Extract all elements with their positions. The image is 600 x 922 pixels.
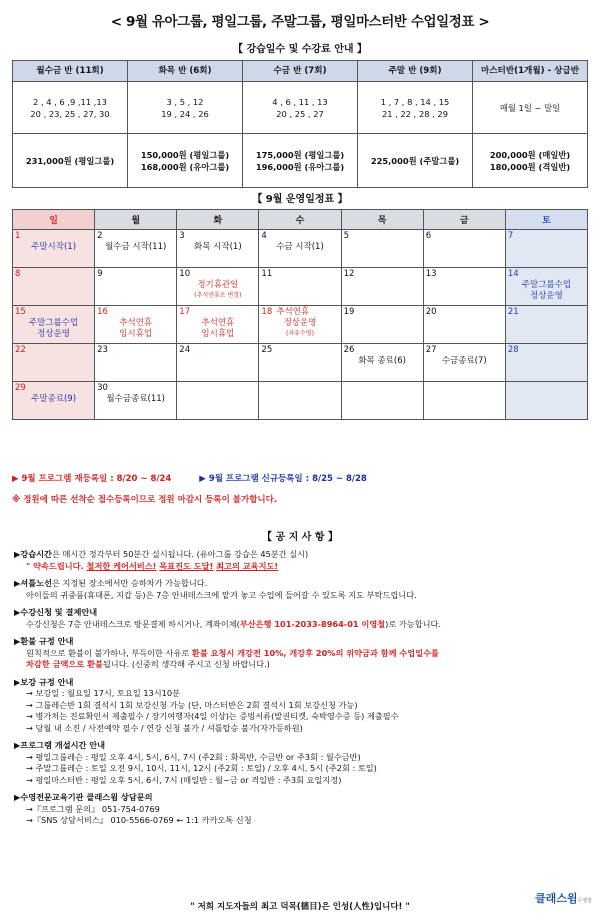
bank-account: 부산은행 101-2033-8964-01 이영철	[239, 618, 386, 629]
fees-dates-master: 매월 1일 ~ 말일	[473, 82, 588, 134]
day-number: 11	[261, 269, 273, 279]
day-event: 추석연휴	[276, 307, 310, 317]
calendar-table	[12, 209, 588, 420]
day-event: 정기휴관일	[197, 280, 239, 290]
day-number: 19	[343, 307, 355, 317]
calendar-day	[95, 306, 177, 344]
calendar-day	[259, 230, 341, 268]
day-event: 수금종료(7)	[441, 356, 487, 366]
calendar-day	[505, 344, 587, 382]
calendar-day	[341, 344, 423, 382]
day-number: 20	[425, 307, 437, 317]
calendar-day	[423, 344, 505, 382]
re-registration-label: 9월 프로그램 재등록일	[21, 474, 108, 484]
fees-dates-weekend: 1 , 7 , 8 , 14 , 15 21 , 22 , 28 , 29	[358, 82, 473, 134]
day-event: 월수금종료(11)	[106, 394, 165, 404]
calendar-day	[95, 344, 177, 382]
calendar-day	[95, 268, 177, 306]
day-number: 17	[179, 307, 191, 317]
day-number: 14	[507, 269, 519, 279]
day-event: 주말종료(9)	[31, 394, 77, 404]
calendar-day	[177, 306, 259, 344]
re-registration-dates: 8/20 ~ 8/24	[116, 474, 172, 484]
calendar-day	[423, 306, 505, 344]
day-number: 26	[343, 345, 355, 355]
day-number: 25	[261, 345, 273, 355]
fees-table	[12, 60, 588, 188]
notice-schedule: ▶프로그램 개설시간 안내 → 평일그룹레슨 : 평일 오후 4시, 5시, 6시, 7시 (주2회 : 화목반, 수금반 or 주3회 : 월수금반) → 주말그룹레슨 : 토일 오전 9시, 10시, 11시, 12시 (주2회 : 토일) / 오후 4시, 5시 (주2회 : 토일) → 평일마스터반 : 평일 오후 5시, 6시, 7시 (매일반 : 월~금 or 격일반 : 주3회 요일지정)	[14, 740, 377, 785]
calendar-day	[341, 306, 423, 344]
fees-price-mwf: 231,000원 (평일그룹)	[13, 134, 128, 188]
day-event: 수금 시작(1)	[276, 242, 324, 252]
day-event: 주말그룹수업	[521, 280, 572, 290]
fees-price-tt: 150,000원 (평일그룹) 168,000원 (유아그룹)	[128, 134, 243, 188]
day-number: 13	[425, 269, 437, 279]
calendar-day	[423, 230, 505, 268]
calendar-day	[13, 344, 95, 382]
notice-class-time: ▶강습시간은 매시간 정각부터 50분간 실시됩니다. (유아그룹 강습은 45분간 실시) " 약속드립니다. 철저한 케어서비스! 목표진도 도달! 최고의 교육지도!	[14, 549, 309, 571]
day-number: 28	[507, 345, 519, 355]
triangle-bullet-icon: ▶	[14, 636, 21, 646]
notice-shuttle: ▶셔틀노선은 지정된 장소에서만 승하차가 가능합니다. 아이들의 귀중품(휴대폰, 지갑 등)은 7층 안내데스크에 맡겨 놓고 수업에 들어갈 수 있도록 지도 부탁드립니다.	[14, 578, 417, 600]
weekday-header: 일	[13, 210, 95, 230]
calendar-day	[259, 344, 341, 382]
day-event: 정상운영	[37, 329, 70, 339]
day-event: 임시휴업	[119, 329, 153, 339]
notice-contact: ▶수영전문교육기관 클래스윔 상담문의 →『프로그램 문의』 051-754-0769 →『SNS 상담서비스』 010-5566-0769 ← 1:1 카카오톡 신청	[14, 792, 252, 825]
fees-header-mwf: 월수금 반 (11회)	[13, 61, 128, 82]
day-number: 3	[179, 231, 185, 241]
motto: " 저희 지도자들의 최고 덕목(德目)은 인성(人性)입니다! "	[190, 902, 410, 912]
day-number: 22	[15, 345, 26, 355]
day-event: (추석연휴로 변경)	[194, 292, 242, 299]
fees-header-tt: 화목 반 (6회)	[128, 61, 243, 82]
day-event: 임시휴업	[201, 329, 235, 339]
page-title: < 9월 유아그룹, 평일그룹, 주말그룹, 평일마스터반 수업일정표 >	[110, 14, 490, 30]
calendar-day	[177, 268, 259, 306]
calendar-day	[341, 268, 423, 306]
red-arrow-icon: ▶	[12, 474, 19, 484]
weekday-header: 월	[95, 210, 177, 230]
fees-header-wf: 수금 반 (7회)	[243, 61, 358, 82]
day-number: 18	[261, 307, 273, 317]
fees-heading: 【 강습일수 및 수강료 안내 】	[232, 44, 367, 55]
day-number: 16	[97, 307, 108, 317]
triangle-bullet-icon: ▶	[14, 792, 21, 802]
day-number: 9	[97, 269, 103, 279]
calendar-day	[505, 306, 587, 344]
fees-price-wf: 175,000원 (평일그룹) 196,000원 (유아그룹)	[243, 134, 358, 188]
calendar-day	[505, 230, 587, 268]
day-event: 정상운영	[283, 318, 317, 328]
notice-payment: ▶수강신청 및 결제안내 수강신청은 7층 안내데스크로 방문결제 하시거나, 계좌이체(부산은행 101-2033-8964-01 이영철)로 가능합니다.	[14, 607, 442, 629]
weekday-header: 수	[259, 210, 341, 230]
calendar-day	[505, 382, 587, 420]
calendar-day	[341, 230, 423, 268]
day-number: 5	[343, 231, 349, 241]
notice-makeup: ▶보강 규정 안내 → 보강일 : 월요일 17시, 토요일 13시10분 → 그룹레슨반 1회 결석시 1회 보강신청 가능 (단, 마스터반은 2회 결석시 1회 보강신청 가능) → 병가처는 진료확인서 제출필수 / 장기여행자(4일 이상)는 증빙서류(발권티켓, 숙박영수증 등) 제출필수 → 당월 내 소진 / 사전예약 필수 / 연강 신청 불가 / 셔틀탑승 불가(자가등하원)	[14, 676, 399, 733]
calendar-day	[13, 306, 95, 344]
day-number: 24	[179, 345, 191, 355]
calendar-day	[423, 382, 505, 420]
day-number: 29	[15, 383, 26, 393]
calendar-day	[423, 268, 505, 306]
day-event: 화목 종료(6)	[358, 356, 406, 366]
fees-header-master: 마스터반(1개월) - 상급반	[473, 61, 588, 82]
calendar-day	[95, 230, 177, 268]
day-number: 23	[97, 345, 108, 355]
day-number: 30	[97, 383, 108, 393]
notice-refund: ▶환불 규정 안내 원칙적으로 환불이 불가하나, 부득이한 사유로 환불 요청시 개강전 10%, 개강후 20%의 위약금과 함께 수업일수를 차감한 금액으로 환불됩니다. (신중히 생각해 주시고 신청 바랍니다.)	[14, 636, 439, 669]
calendar-day	[177, 230, 259, 268]
calendar-day	[259, 306, 341, 344]
day-number: 1	[15, 231, 21, 241]
day-number: 7	[507, 231, 514, 241]
day-event: 추석연휴	[119, 318, 153, 328]
new-registration-label: 9월 프로그램 신규등록일	[208, 474, 303, 484]
calendar-day	[13, 268, 95, 306]
weekday-header: 토	[505, 210, 587, 230]
calendar-day	[259, 268, 341, 306]
day-number: 8	[15, 269, 21, 279]
day-event: 주말시작(1)	[31, 242, 77, 252]
blue-arrow-icon: ▶	[199, 474, 206, 484]
calendar-day	[177, 344, 259, 382]
triangle-bullet-icon: ▶	[14, 607, 21, 617]
day-event: (자유수영)	[286, 330, 314, 337]
triangle-bullet-icon: ▶	[14, 549, 21, 559]
logo: 클래스윔수영장	[534, 892, 592, 905]
registration-warning: ※ 정원에 따른 선착순 접수등록이므로 정원 마감시 등록이 불가합니다.	[12, 495, 278, 505]
day-number: 27	[425, 345, 437, 355]
calendar-day	[259, 382, 341, 420]
calendar-day	[177, 382, 259, 420]
day-number: 2	[97, 231, 103, 241]
weekday-header: 화	[177, 210, 259, 230]
day-event: 정상운영	[529, 291, 563, 301]
triangle-bullet-icon: ▶	[14, 578, 21, 588]
calendar-day	[341, 382, 423, 420]
triangle-bullet-icon: ▶	[14, 740, 21, 750]
fees-dates-wf: 4 , 6 , 11 , 13 20 , 25 , 27	[243, 82, 358, 134]
calendar-day	[505, 268, 587, 306]
calendar-heading: 【 9월 운영일정표 】	[252, 194, 348, 205]
day-event: 월수금 시작(11)	[105, 242, 167, 252]
fees-header-weekend: 주말 반 (9회)	[358, 61, 473, 82]
day-number: 4	[261, 231, 267, 241]
registration-line: ▶ 9월 프로그램 재등록일 : 8/20 ~ 8/24 ▶ 9월 프로그램 신규등록일 : 8/25 ~ 8/28	[12, 474, 367, 484]
calendar-day	[13, 382, 95, 420]
fees-price-master: 200,000원 (매일반) 180,000원 (격일반)	[473, 134, 588, 188]
calendar-day	[13, 230, 95, 268]
triangle-bullet-icon: ▶	[14, 676, 21, 687]
day-number: 12	[343, 269, 355, 279]
day-number: 10	[179, 269, 191, 279]
day-event: 화목 시작(1)	[194, 242, 242, 252]
day-event: 추석연휴	[201, 318, 235, 328]
weekday-header: 금	[423, 210, 505, 230]
notice-heading: 【 공 지 사 항 】	[261, 532, 339, 543]
fees-price-weekend: 225,000원 (주말그룹)	[358, 134, 473, 188]
day-event: 주말그룹수업	[28, 318, 79, 328]
notice-list	[14, 549, 594, 833]
calendar-day	[95, 382, 177, 420]
weekday-header: 목	[341, 210, 423, 230]
new-registration-dates: 8/25 ~ 8/28	[312, 474, 367, 484]
fees-dates-tt: 3 , 5 , 12 19 , 24 , 26	[128, 82, 243, 134]
day-number: 6	[425, 231, 432, 241]
fees-dates-mwf: 2 , 4 , 6 ,9 ,11 ,13 20 , 23, 25 , 27, 30	[13, 82, 128, 134]
day-number: 15	[15, 307, 26, 317]
day-number: 21	[507, 307, 519, 317]
